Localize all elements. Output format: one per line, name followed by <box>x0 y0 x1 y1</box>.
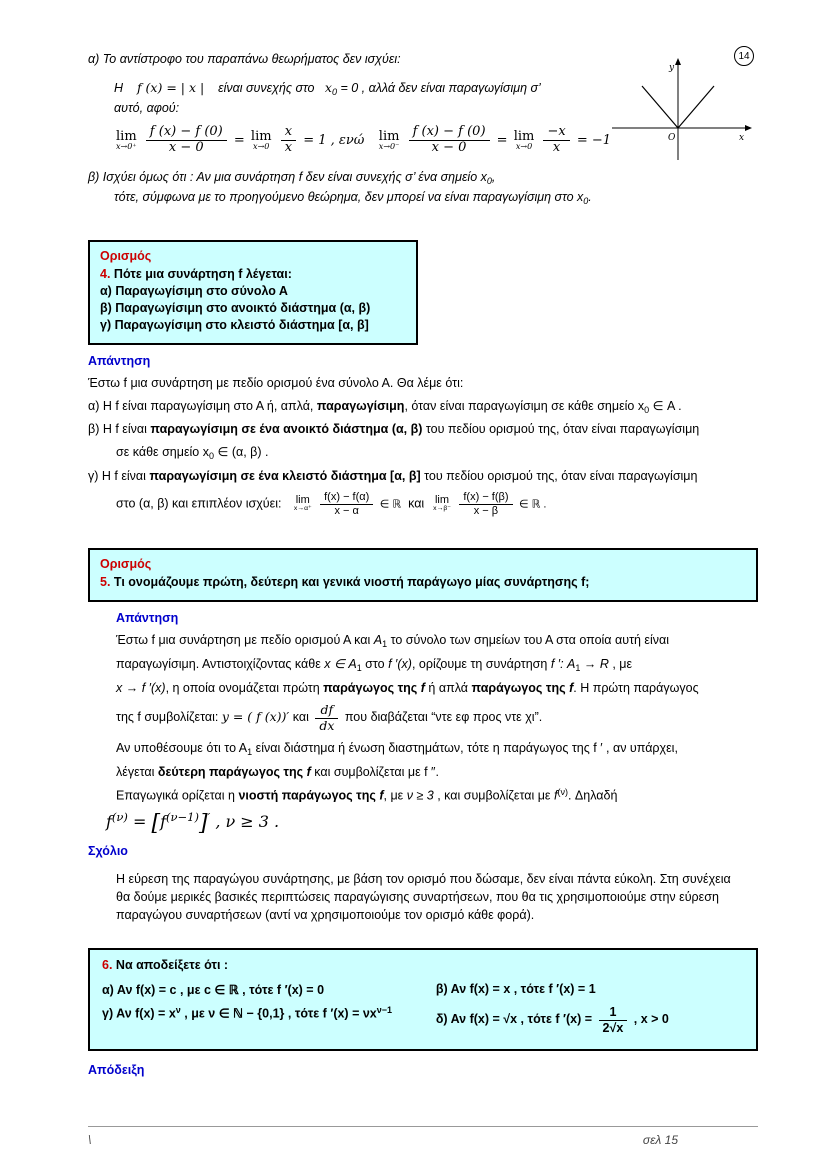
definition-5-p2-line2: λέγεται δεύτερη παράγωγος της f και συμβολίζεται με f ″. <box>116 764 439 779</box>
in-R-1: ∈ ℝ <box>379 498 402 511</box>
and-word: και <box>408 496 425 511</box>
fraction-4: $\frac{-x}{x}$ <box>543 125 569 156</box>
limit-3: lim x→0⁻ <box>378 128 400 151</box>
definition-5-box <box>88 548 758 602</box>
section-a-line2-eq: = 0 , αλλά δεν είναι παραγωγίσιμη σ’ <box>340 81 541 95</box>
comment-line3: παραγώγου συναρτήσεων (αντί να χρησιμοποιούμε τον ορισμό κάθε φορά). <box>116 908 535 923</box>
definition-4-title: Ορισμός <box>100 248 152 263</box>
footer-page-label: σελ 15 <box>642 1133 678 1147</box>
page-footer <box>88 1126 758 1147</box>
svg-text:x: x <box>739 133 745 143</box>
definition-4-answer-c-line2: στο (α, β) και επιπλέον ισχύει: lim x→α⁺ $\frac{f(x) - f(\alpha)}{x - \alpha}$ ∈ ℝ και lim x→β⁻ $\frac{f(x) - f(\beta)}{x - \beta}$ ∈ ℝ . <box>116 491 547 517</box>
fraction-1: $\frac{f (x) - f (0)}{x - 0}$ <box>146 125 227 156</box>
definition-5-p1-line2: παραγωγίσιμη. Αντιστοιχίζοντας κάθε x ∈ $A_1$ στο f ′(x), ορίζουμε τη συνάρτηση f ′: $A_1 \to R$ , με <box>116 657 633 674</box>
label-H: Η <box>114 81 124 95</box>
svg-text:y: y <box>669 63 675 73</box>
definition-4-box <box>88 240 418 345</box>
page-number-badge: 14 <box>734 46 754 66</box>
fraction-3: $\frac{f (x) - f (0)}{x - 0}$ <box>409 125 490 156</box>
exercise-6-item-d: δ) Αν f(x) = √x , τότε f ′(x) = $\frac{1}{2√x}$ , x > 0 <box>435 1005 669 1035</box>
definition-4-question: 4. Πότε μια συνάρτηση f λέγεται: <box>100 266 292 281</box>
definition-4-answer-c: γ) Η f είναι παραγωγίσιμη σε ένα κλειστό διάστημα [α, β] του πεδίου ορισμού της, όταν είναι παραγωγίσιμη <box>88 469 698 484</box>
comment-line2: θα δούμε μερικές βασικές περιπτώσεις παραγώγισης συναρτήσεων, που θα τις χρησιμοποιούμε στην εύρεση <box>116 890 719 905</box>
in-R-2: ∈ ℝ . <box>519 498 547 511</box>
definition-5-title: Ορισμός <box>100 556 152 571</box>
definition-5-answer-label: Απάντηση <box>116 610 179 625</box>
section-a-line3: αυτό, αφού: <box>114 100 180 115</box>
definition-5-question: 5. Τι ονομάζουμε πρώτη, δεύτερη και γενικά νιοστή παράγωγο μίας συνάρτησης f; <box>100 574 590 589</box>
section-a-line2-mid: είναι συνεχής στο <box>218 81 315 95</box>
limit-beta: lim x→β⁻ <box>433 494 451 513</box>
section-b-line2: τότε, σύμφωνα με το προηγούμενο θεώρημα, δεν μπορεί να είναι παραγωγίσιμη στο $x_0$. <box>114 189 592 206</box>
definition-4-item-a: α) Παραγωγίσιμη στο σύνολο Α <box>100 283 288 298</box>
fraction-beta: $\frac{f(x) - f(\beta)}{x - \beta}$ <box>459 491 512 517</box>
x0-subscript: 0 <box>331 86 337 97</box>
definition-5-p3: Επαγωγικά ορίζεται η νιοστή παράγωγος της f, με ν ≥ 3 , και συμβολίζεται με $f^{(\nu)}$. Δηλαδή <box>116 786 618 803</box>
limit-1: lim x→0⁺ <box>116 128 137 151</box>
fraction-alpha: $\frac{f(x) - f(\alpha)}{x - \alpha}$ <box>320 491 373 517</box>
nth-derivative-formula: $f^{(\nu)} = [f^{(\nu-1)}]'$ , ν ≥ 3 . <box>106 810 280 837</box>
definition-4-answer-a: α) Η f είναι παραγωγίσιμη στο Α ή, απλά, παραγωγίσιμη, όταν είναι παραγωγίσιμη σε κάθε σημείο $x_0$ ∈ Α . <box>88 398 682 415</box>
exercise-6-item-a: α) Αν f(x) = c , με c ∈ ℝ , τότε f ′(x) = 0 <box>102 983 325 998</box>
limit-4: lim x→0 <box>513 128 535 151</box>
definition-4-item-b: β) Παραγωγίσιμη στο ανοικτό διάστημα (α, β) <box>100 300 371 315</box>
definition-5-p1: Έστω f μια συνάρτηση με πεδίο ορισμού Α και $A_1$ το σύνολο των σημείων του Α στα οποία αυτή είναι <box>116 632 670 649</box>
comment-line1: Η εύρεση της παραγώγου συνάρτησης, με βάση τον ορισμό που δώσαμε, δεν είναι πάντα εύκολη. Στη συνέχεια <box>116 872 731 887</box>
limit-equation-row: lim x→0⁺ $\frac{f (x) - f (0)}{x - 0}$ = lim x→0 $\frac{x}{x}$ = 1 , ενώ lim x→0⁻ $\frac{f (x) - f (0)}{x - 0}$ = lim x→0 $\frac{-x}{x}$ = −1 <box>116 123 612 155</box>
exercise-6-header: 6. Να αποδείξετε ότι : <box>102 958 229 973</box>
definition-5-p1-line3: x → f ′(x), η οποία ονομάζεται πρώτη παράγωγος της f ή απλά παράγωγος της f. Η πρώτη παράγωγος <box>116 681 699 696</box>
exercise-6-item-b: β) Αν f(x) = x , τότε f ′(x) = 1 <box>435 982 596 997</box>
exercise-6-box <box>88 948 758 1051</box>
x0-symbol: x <box>324 80 332 95</box>
svg-text:O: O <box>668 133 676 143</box>
absolute-value-graph <box>606 56 756 166</box>
definition-5-p2: Αν υποθέσουμε ότι το $A_1$ είναι διάστημα ή ένωση διαστημάτων, τότε η παράγωγος της f ′ , αν υπάρχει, <box>116 741 678 757</box>
function-abs: f (x) = | x | <box>136 80 205 95</box>
definition-4-answer-label: Απάντηση <box>88 353 151 368</box>
definition-4-intro: Έστω f μια συνάρτηση με πεδίο ορισμού ένα σύνολο Α. Θα λέμε ότι: <box>88 375 464 390</box>
result-1: = 1 , ενώ <box>303 132 365 148</box>
definition-4-item-c: γ) Παραγωγίσιμη στο κλειστό διάστημα [α, β] <box>100 317 369 332</box>
fraction-df-dx: $\frac{df}{dx}$ <box>315 703 338 733</box>
footer-left: \ <box>88 1133 92 1147</box>
proof-label: Απόδειξη <box>88 1062 145 1077</box>
definition-5-p1-line4: της f συμβολίζεται: y = ( f (x))′ και $\frac{df}{dx}$ που διαβάζεται “ντε εφ προς ντε χι”. <box>116 702 543 733</box>
result-2: = −1 <box>576 132 612 148</box>
definition-4-answer-b: β) Η f είναι παραγωγίσιμη σε ένα ανοικτό διάστημα (α, β) του πεδίου ορισμού της, όταν είναι παραγωγίσιμη <box>88 422 700 437</box>
exercise-6-item-c: γ) Αν $f(x) = x^\nu$ , με ν ∈ ℕ − {0,1} , τότε f $'(x) = \nu x^{\nu-1}$ <box>102 1005 393 1021</box>
fraction-2: $\frac{x}{x}$ <box>281 125 296 156</box>
section-a-line1: α) Το αντίστροφο του παραπάνω θεωρήματος δεν ισχύει: <box>88 52 401 66</box>
limit-2: lim x→0 <box>250 128 272 151</box>
definition-4-answer-b-line2: σε κάθε σημείο $x_0$ ∈ (α, β) . <box>116 445 269 462</box>
limit-alpha: lim x→α⁺ <box>293 494 312 513</box>
comment-label: Σχόλιο <box>88 844 128 859</box>
section-b-line1: β) Ισχύει όμως ότι : Αν μια συνάρτηση f δεν είναι συνεχής σ’ ένα σημείο $x_0$, <box>88 169 496 186</box>
fraction-sqrt: $\frac{1}{2√x}$ <box>599 1005 628 1035</box>
